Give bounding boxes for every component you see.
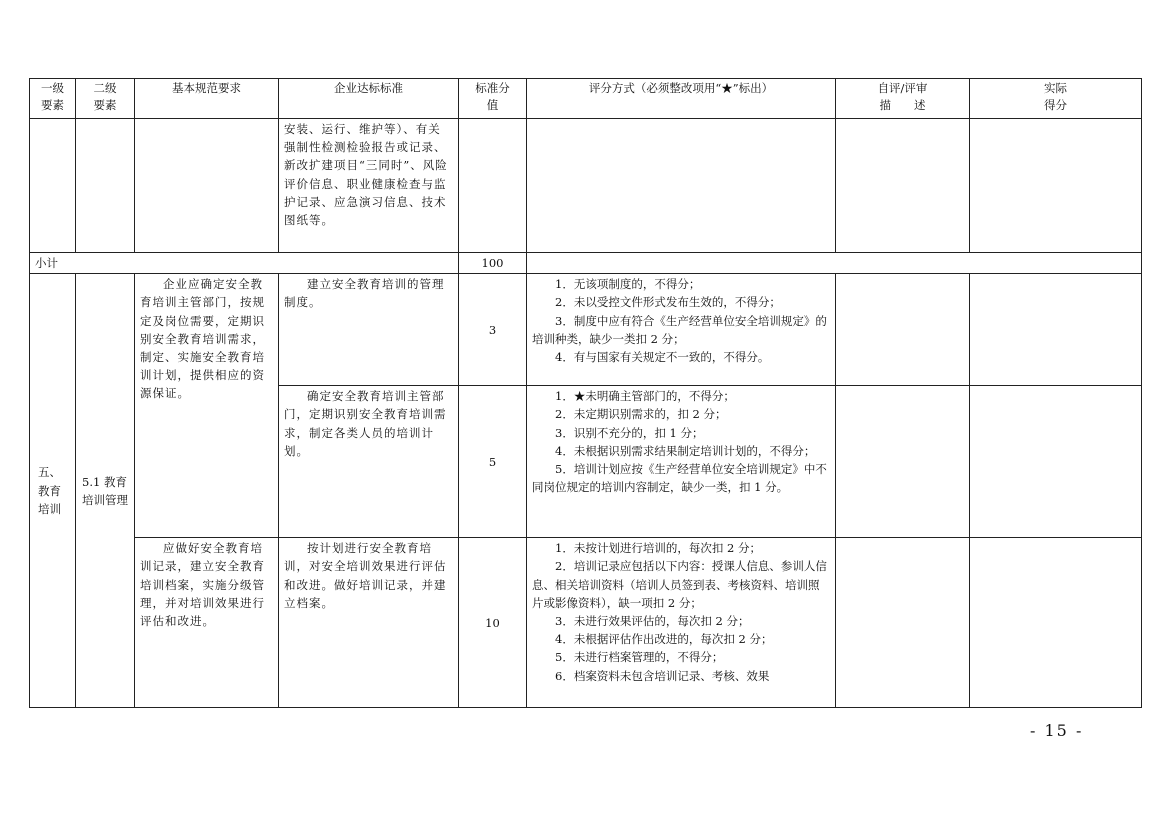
standard-text: 确定安全教育培训主管部门，定期识别安全教育培训需求，制定各类人员的培训计划。: [279, 386, 459, 538]
standard-text: 按计划进行安全教育培训，对安全培训效果进行评估和改进。做好培训记录，并建立档案。: [279, 538, 459, 708]
standard-text: 建立安全教育培训的管理制度。: [279, 274, 459, 386]
header-standard: 企业达标标准: [279, 79, 459, 119]
score-value: 5: [459, 386, 527, 538]
header-basic-requirement: 基本规范要求: [135, 79, 279, 119]
basic-requirement: 应做好安全教育培训记录，建立安全教育培训档案，实施分级管理，并对培训效果进行评估和改进。: [135, 538, 279, 708]
continuation-standard: 安装、运行、维护等）、有关强制性检测检验报告或记录、新改扩建项目“三同时”、风险评价信息、职业健康检查与监护记录、应急演习信息、技术图纸等。: [279, 119, 459, 253]
self-eval-cell: [836, 538, 970, 708]
subtotal-score: 100: [459, 253, 527, 274]
page-number: - 15 -: [1030, 721, 1084, 740]
header-level2: 二级 要素: [76, 79, 135, 119]
header-scoring-method: 评分方式（必须整改项用“★”标出）: [527, 79, 836, 119]
table-row: [30, 274, 1142, 386]
table-row: [30, 538, 1142, 708]
header-level1: 一级 要素: [30, 79, 76, 119]
actual-score-cell: [970, 538, 1142, 708]
self-eval-cell: [836, 274, 970, 386]
actual-score-cell: [970, 274, 1142, 386]
level1-element: 五、教育培训: [30, 274, 76, 708]
scoring-method: 1．无该项制度的，不得分； 2．未以受控文件形式发布生效的，不得分； 3．制度中应有符合《生产经营单位安全培训规定》的培训种类，缺少一类扣 2 分； 4．有与国家有关规定不一致的，不得分。: [527, 274, 836, 386]
actual-score-cell: [970, 386, 1142, 538]
self-eval-cell: [836, 386, 970, 538]
header-self-eval: 自评/评审 描 述: [836, 79, 970, 119]
table-header-row: [30, 79, 1142, 119]
scoring-method: 1．未按计划进行培训的，每次扣 2 分； 2．培训记录应包括以下内容：授课人信息、参训人信息、相关培训资料（培训人员签到表、考核资料、培训照片或影像资料），缺一项扣 2 分； 3．未进行效果评估的，每次扣 2 分； 4．未根据评估作出改进的，每次扣 2 分； 5．未进行档案管理的，不得分； 6．档案资料未包含培训记录、考核、效果: [527, 538, 836, 708]
basic-requirement: 企业应确定安全教育培训主管部门，按规定及岗位需要，定期识别安全教育培训需求，制定、实施安全教育培训计划，提供相应的资源保证。: [135, 274, 279, 538]
score-value: 10: [459, 538, 527, 708]
level2-element: 5.1 教育培训管理: [76, 274, 135, 708]
standards-table: [29, 78, 1142, 708]
header-actual-score: 实际 得分: [970, 79, 1142, 119]
header-score: 标准分 值: [459, 79, 527, 119]
subtotal-label: 小计: [30, 253, 459, 274]
score-value: 3: [459, 274, 527, 386]
table-row-subtotal: [30, 253, 1142, 274]
table-row-continuation: [30, 119, 1142, 253]
scoring-method: 1．★未明确主管部门的，不得分； 2．未定期识别需求的，扣 2 分； 3．识别不充分的，扣 1 分； 4．未根据识别需求结果制定培训计划的，不得分； 5．培训计划应按《生产经营单位安全培训规定》中不同岗位规定的培训内容制定，缺少一类，扣 1 分。: [527, 386, 836, 538]
